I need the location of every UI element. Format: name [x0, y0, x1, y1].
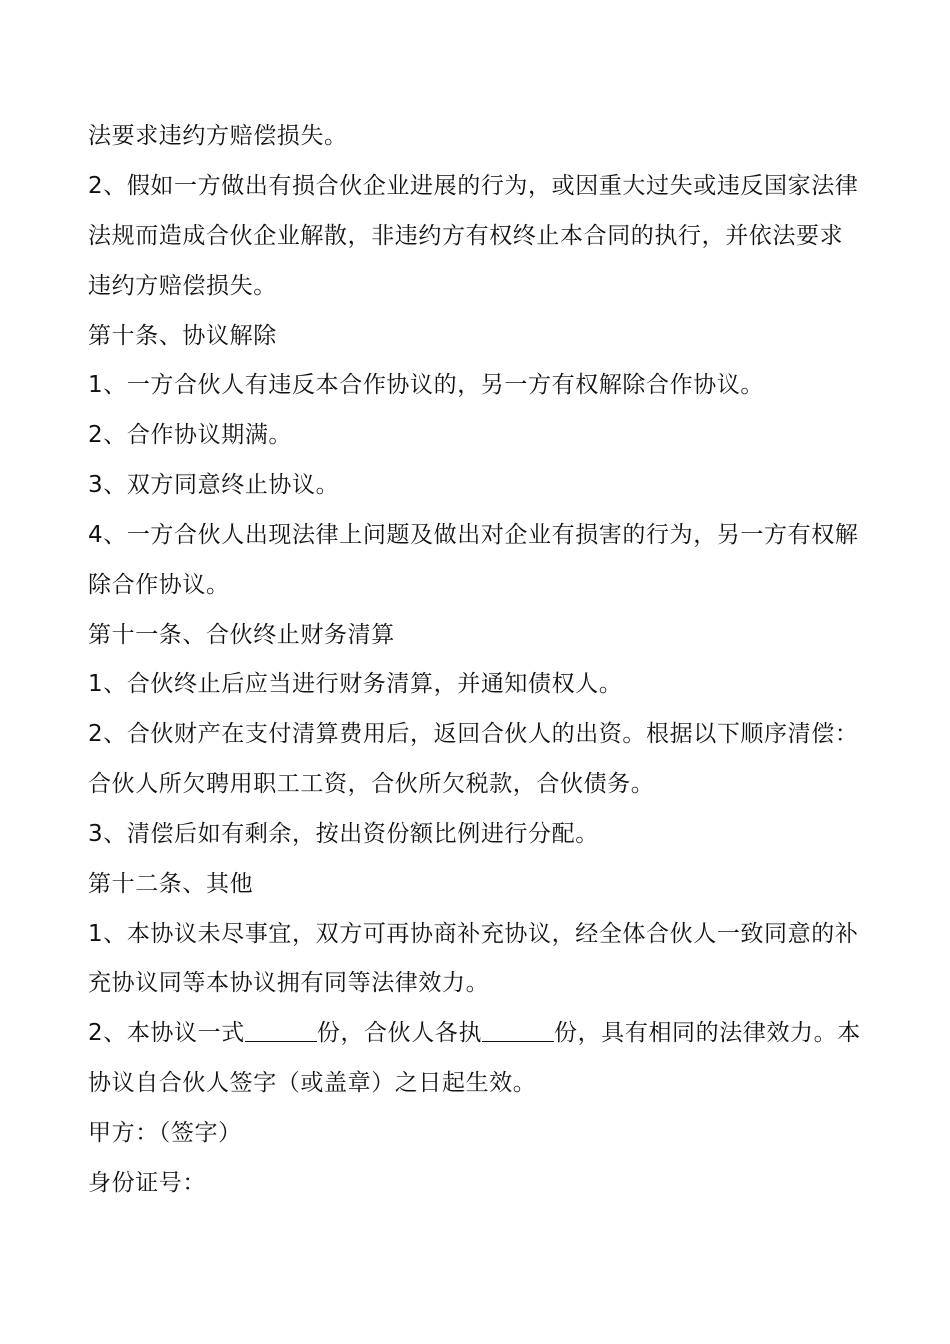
party-a-signature-label: 甲方：（签字）	[88, 1120, 242, 1146]
text-line: 充协议同等本协议拥有同等法律效力。	[88, 970, 490, 996]
id-number-label: 身份证号：	[88, 1170, 206, 1196]
text-line: 协议自合伙人签字（或盖章）之日起生效。	[88, 1070, 537, 1096]
text-line: 违约方赔偿损失。	[88, 273, 277, 299]
copies-each-blank	[482, 1019, 554, 1042]
text-line: 法规而造成合伙企业解散，非违约方有权终止本合同的执行，并依法要求	[88, 223, 844, 249]
text-line: 3、双方同意终止协议。	[88, 472, 340, 498]
text-line: 2、合作协议期满。	[88, 422, 293, 448]
section-heading: 第十一条、合伙终止财务清算	[88, 622, 395, 648]
copies-text-2: 份，合伙人各执	[316, 1020, 483, 1046]
copies-text-1: 2、本协议一式	[88, 1020, 245, 1046]
text-line: 2、合伙财产在支付清算费用后，返回合伙人的出资。根据以下顺序清偿：	[88, 721, 859, 747]
text-line: 法要求违约方赔偿损失。	[88, 123, 348, 149]
section-heading: 第十二条、其他	[88, 871, 254, 897]
text-line: 1、本协议未尽事宜，双方可再协商补充协议，经全体合伙人一致同意的补	[88, 921, 859, 947]
text-line: 合伙人所欠聘用职工工资，合伙所欠税款，合伙债务。	[88, 771, 655, 797]
copies-line	[88, 1017, 861, 1049]
text-line: 1、一方合伙人有违反本合作协议的，另一方有权解除合作协议。	[88, 372, 765, 398]
text-line: 1、合伙终止后应当进行财务清算，并通知债权人。	[88, 671, 623, 697]
copies-text-3: 份，具有相同的法律效力。本	[554, 1020, 861, 1046]
text-line: 2、假如一方做出有损合伙企业进展的行为，或因重大过失或违反国家法律	[88, 173, 859, 199]
text-line: 4、一方合伙人出现法律上问题及做出对企业有损害的行为，另一方有权解	[88, 522, 859, 548]
text-line: 3、清偿后如有剩余，按出资份额比例进行分配。	[88, 821, 599, 847]
copies-total-blank	[245, 1019, 317, 1042]
section-heading: 第十条、协议解除	[88, 323, 277, 349]
text-line: 除合作协议。	[88, 572, 230, 598]
